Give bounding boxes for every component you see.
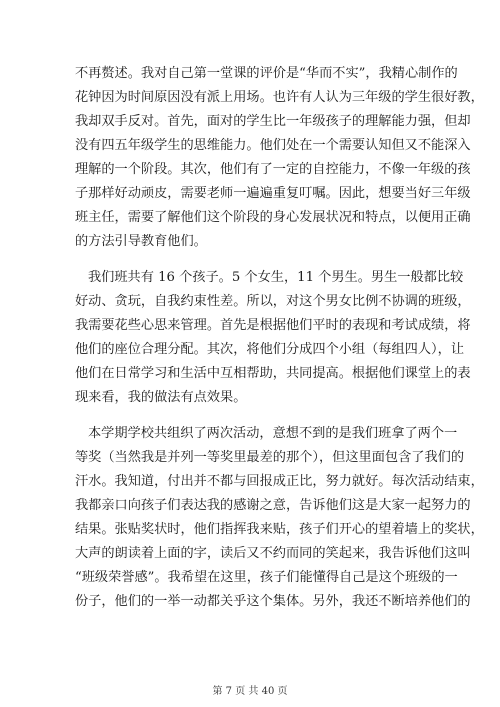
text-line: 班主任，需要了解他们这个阶段的身心发展状况和特点，以便用正确 <box>75 210 471 225</box>
paragraph-2 <box>75 266 471 410</box>
text-line: 大声的朗读着上面的字，读后又不约而同的笑起来，我告诉他们这叫 <box>75 546 471 561</box>
page-number-footer: 第 7 页 共 40 页 <box>212 686 288 697</box>
text-line: 理解的一个阶段。其次，他们有了一定的自控能力，不像一年级的孩 <box>75 162 471 177</box>
text-line: 他们在日常学习和生活中互相帮助，共同提高。根据他们课堂上的表 <box>75 366 471 381</box>
paragraph-spacer <box>75 254 425 266</box>
text-line: 我需要花些心思来管理。首先是根据他们平时的表现和考试成绩，将 <box>75 318 471 333</box>
text-line: 不再赘述。我对自己第一堂课的评价是“华而不实”，我精心制作的 <box>75 66 458 81</box>
text-line: 花钟因为时间原因没有派上用场。也许有人认为三年级的学生很好教， <box>75 90 484 105</box>
paragraph-spacer <box>75 410 425 422</box>
text-line: 现来看，我的做法有点效果。 <box>75 390 247 405</box>
text-line: 的方法引导教育他们。 <box>75 234 207 249</box>
paragraph-1 <box>75 62 484 254</box>
document-body <box>75 62 484 614</box>
text-line: 结果。张贴奖状时，他们指挥我来贴，孩子们开心的望着墙上的奖状， <box>75 522 484 537</box>
text-line: 子那样好动顽皮，需要老师一遍遍重复叮嘱。因此，想要当好三年级 <box>75 186 471 201</box>
text-line: 好动、贪玩，自我约束性差。所以，对这个男女比例不协调的班级， <box>75 294 471 309</box>
text-line: 等奖（当然我是并列一等奖里最差的那个），但这里面包含了我们的 <box>75 450 465 465</box>
text-line: 份子，他们的一举一动都关乎这个集体。另外，我还不断培养他们的 <box>75 594 471 609</box>
text-line: 没有四五年级学生的思维能力。他们处在一个需要认知但又不能深入 <box>75 138 471 153</box>
text-line: 我却双手反对。首先，面对的学生比一年级孩子的理解能力强，但却 <box>75 114 471 129</box>
text-line: 本学期学校共组织了两次活动，意想不到的是我们班拿了两个一 <box>88 426 458 441</box>
text-line: 他们的座位合理分配。其次，将他们分成四个小组（每组四人），让 <box>75 342 465 357</box>
text-line: 汗水。我知道，付出并不都与回报成正比，努力就好。每次活动结束， <box>75 474 484 489</box>
text-line: “班级荣誉感”。我希望在这里，孩子们能懂得自己是这个班级的一 <box>75 570 458 585</box>
text-line: 我都亲口向孩子们表达我的感谢之意，告诉他们这是大家一起努力的 <box>75 498 471 513</box>
paragraph-3 <box>75 422 484 614</box>
text-line: 我们班共有 16 个孩子。5 个女生，11 个男生。男生一般都比较 <box>88 270 464 285</box>
